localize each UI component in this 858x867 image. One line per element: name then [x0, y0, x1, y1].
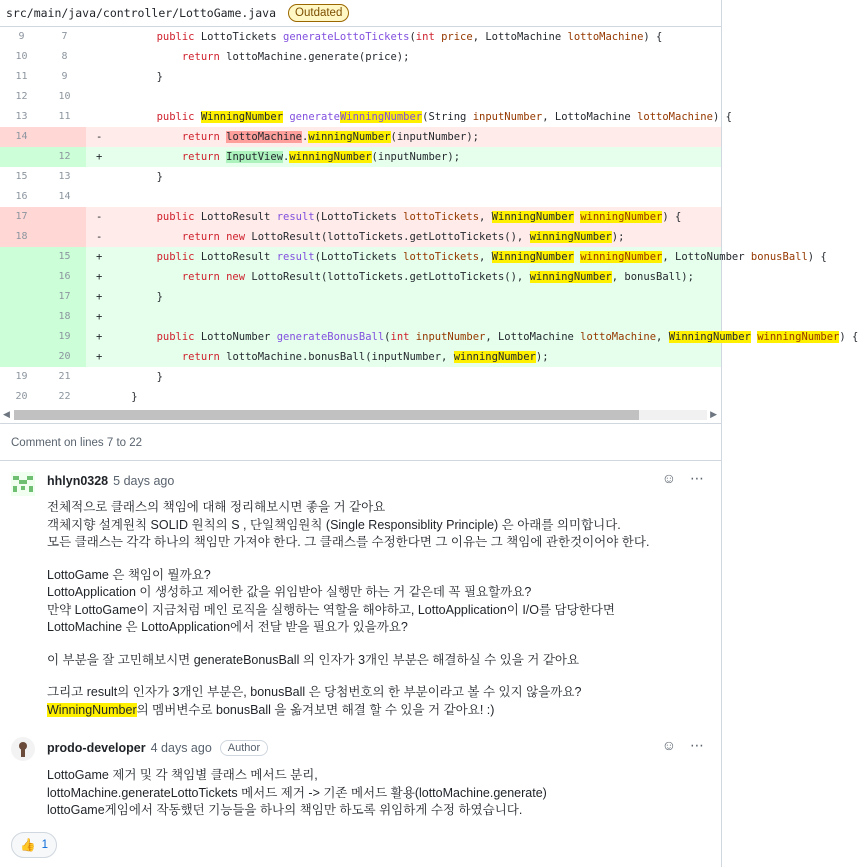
comment-line: LottoMachine 은 LottoApplication에서 전달 받을 필요가 있을까요?	[47, 620, 408, 634]
code-line: }	[106, 171, 163, 183]
code-line: }	[106, 391, 138, 403]
comment-line: 이 부분을 잘 고민해보시면 generateBonusBall 의 인자가 3개인 부분은 해결하실 수 있을 거 같아요	[47, 652, 580, 667]
diff-row	[0, 47, 721, 67]
new-line-number[interactable]: 15	[43, 247, 86, 267]
old-line-number[interactable]	[0, 147, 43, 167]
code-line: }	[106, 71, 163, 83]
diff-marker: +	[96, 251, 103, 263]
new-line-number[interactable]: 21	[58, 371, 71, 382]
code-line: public LottoResult result(LottoTickets lottoTickets, WinningNumber winningNumber) {	[156, 211, 682, 223]
diff-marker: +	[96, 311, 103, 323]
diff-row-added	[0, 347, 721, 367]
kebab-horizontal-icon[interactable]: ⋯	[690, 470, 704, 486]
old-line-number[interactable]: 19	[15, 371, 28, 382]
avatar[interactable]	[11, 472, 35, 496]
comment-body	[47, 499, 722, 719]
comment-line: lottoGame게임에서 작동했던 기능들을 하나의 책임만 하도록 위임하게 수정 하였습니다.	[47, 803, 523, 817]
old-line-number[interactable]: 12	[15, 91, 28, 102]
code-line: public LottoNumber generateBonusBall(int inputNumber, LottoMachine lottoMachine, WinningNumber winningNumber) {	[156, 331, 858, 343]
comment-range-label: Comment on lines 7 to 22	[0, 423, 721, 461]
diff-row-added	[0, 307, 721, 327]
comment-2	[0, 737, 722, 820]
diff-row	[0, 67, 721, 87]
comment-line-rest: 의 멤버변수로 bonusBall 을 옮겨보면 해결 할 수 있을 거 같아요! :)	[136, 702, 495, 717]
code-line: }	[106, 291, 163, 303]
diff-marker: +	[96, 271, 103, 283]
comment-time[interactable]: 4 days ago	[150, 741, 212, 755]
diff-row	[0, 27, 721, 47]
comment-time[interactable]: 5 days ago	[113, 474, 175, 488]
comment-line: 전체적으로 클래스의 책임에 대해 정리해보시면 좋을 거 같아요	[47, 500, 386, 514]
diff-row	[0, 367, 721, 387]
comment-line: LottoApplication 이 생성하고 제어한 값을 위임받아 실행만 하는 거 같은데 꼭 필요할까요?	[47, 585, 532, 599]
comment-header	[47, 737, 722, 759]
code-line: return lottoMachine.winningNumber(inputNumber);	[181, 131, 480, 143]
diff-row	[0, 87, 721, 107]
diff-row	[0, 167, 721, 187]
code-line: public WinningNumber generateWinningNumber(String inputNumber, LottoMachine lottoMachine) {	[156, 111, 732, 123]
new-line-number[interactable]	[43, 227, 86, 247]
old-line-number[interactable]	[0, 287, 43, 307]
comment-line: LottoGame 은 책임이 뭘까요?	[47, 567, 211, 582]
old-line-number[interactable]: 10	[15, 51, 28, 62]
comment-author[interactable]: hhlyn0328	[47, 474, 109, 488]
code-line: public LottoResult result(LottoTickets lottoTickets, WinningNumber winningNumber, LottoNumber bonusBall) {	[156, 251, 827, 263]
new-line-number[interactable]: 17	[43, 287, 86, 307]
old-line-number[interactable]: 13	[15, 111, 28, 122]
old-line-number[interactable]: 11	[15, 71, 28, 82]
comment-line: 그리고 result의 인자가 3개인 부분은, bonusBall 은 당첨번호의 한 부분이라고 볼 수 있지 않을까요?	[47, 685, 582, 699]
new-line-number[interactable]: 18	[43, 307, 86, 327]
old-line-number[interactable]	[0, 247, 43, 267]
code-line: }	[106, 371, 163, 383]
new-line-number[interactable]: 10	[58, 91, 71, 102]
diff-row-added	[0, 287, 721, 307]
new-line-number[interactable]	[43, 127, 86, 147]
old-line-number[interactable]	[0, 307, 43, 327]
reaction-thumbs-up[interactable]	[11, 832, 57, 858]
thumbs-up-icon: 👍	[20, 837, 36, 852]
new-line-number[interactable]: 12	[43, 147, 86, 167]
new-line-number[interactable]: 19	[43, 327, 86, 347]
comment-actions	[662, 470, 704, 487]
highlighted-term: WinningNumber	[47, 702, 137, 717]
old-line-number[interactable]: 17	[0, 207, 43, 227]
file-path[interactable]: src/main/java/controller/LottoGame.java	[6, 6, 277, 20]
old-line-number[interactable]: 9	[18, 31, 25, 42]
new-line-number[interactable]: 16	[43, 267, 86, 287]
reaction-count: 1	[41, 839, 48, 851]
new-line-number[interactable]: 22	[58, 391, 71, 402]
comment-line: lottoMachine.generateLottoTickets 메서드 제거 -> 기존 메서드 활용(lottoMachine.generate)	[47, 785, 547, 800]
old-line-number[interactable]: 18	[0, 227, 43, 247]
comment-1	[0, 470, 722, 719]
code-line: return new LottoResult(lottoTickets.getLottoTickets(), winningNumber, bonusBall);	[181, 271, 694, 283]
avatar[interactable]	[11, 737, 35, 761]
diff-row-deleted	[0, 207, 721, 227]
code-line: return new LottoResult(lottoTickets.getLottoTickets(), winningNumber);	[181, 231, 625, 243]
diff-row-added	[0, 247, 827, 267]
new-line-number[interactable]: 8	[61, 51, 68, 62]
diff-row-added	[0, 147, 721, 167]
file-header	[0, 0, 721, 27]
comment-line: LottoGame 제거 및 각 책임별 클래스 메서드 분리,	[47, 768, 318, 782]
new-line-number[interactable]: 9	[61, 71, 68, 82]
diff-row-added	[0, 267, 721, 287]
scrollbar-thumb[interactable]	[14, 410, 639, 420]
old-line-number[interactable]: 16	[15, 191, 28, 202]
old-line-number[interactable]	[0, 267, 43, 287]
old-line-number[interactable]	[0, 347, 43, 367]
diff-row-deleted	[0, 127, 721, 147]
horizontal-scrollbar[interactable]	[0, 407, 721, 423]
old-line-number[interactable]: 20	[15, 391, 28, 402]
diff-marker: -	[96, 211, 103, 223]
new-line-number[interactable]	[43, 207, 86, 227]
comment-line: 객체지향 설계원칙 SOLID 원칙의 S , 단일책임원칙 (Single Responsiblity Principle) 은 아래를 의미합니다.	[47, 517, 621, 532]
scroll-right-icon[interactable]: ▶	[710, 409, 717, 419]
comment-body	[47, 767, 722, 820]
comment-line: 만약 LottoGame이 지금처럼 메인 로직을 실행하는 역할을 해야하고, LottoApplication이 I/O를 담당한다면	[47, 602, 615, 617]
new-line-number[interactable]: 14	[58, 191, 71, 202]
old-line-number[interactable]: 14	[0, 127, 43, 147]
diff-marker: +	[96, 151, 103, 163]
diff-marker: -	[96, 131, 103, 143]
new-line-number[interactable]: 13	[58, 171, 71, 182]
old-line-number[interactable]: 15	[15, 171, 28, 182]
outdated-badge: Outdated	[288, 4, 349, 22]
diff-marker: +	[96, 331, 103, 343]
diff-row-deleted	[0, 227, 721, 247]
comment-line	[47, 702, 722, 720]
code-line: return lottoMachine.generate(price);	[181, 51, 410, 63]
comment-line: 모든 클래스는 각각 하나의 책임만 가져야 한다. 그 클래스를 수정한다면 그 이유는 그 책임에 관한것이어야 한다.	[47, 535, 650, 549]
comment-actions	[662, 737, 704, 754]
smiley-icon[interactable]: ☺	[661, 737, 676, 753]
diff-marker: +	[96, 351, 103, 363]
diff-row-added	[0, 327, 858, 347]
diff-marker: +	[96, 291, 103, 303]
comment-header	[47, 470, 722, 492]
new-line-number[interactable]: 20	[43, 347, 86, 367]
diff-row	[0, 187, 721, 207]
code-line: return lottoMachine.bonusBall(inputNumber, winningNumber);	[181, 351, 549, 363]
code-line: public LottoTickets generateLottoTickets(int price, LottoMachine lottoMachine) {	[156, 31, 663, 43]
old-line-number[interactable]	[0, 327, 43, 347]
comment-author[interactable]: prodo-developer	[47, 741, 146, 755]
author-badge: Author	[220, 740, 268, 756]
scroll-left-icon[interactable]: ◀	[3, 409, 10, 419]
diff-row	[0, 107, 732, 127]
kebab-horizontal-icon[interactable]: ⋯	[690, 737, 704, 753]
diff-marker: -	[96, 231, 103, 243]
smiley-icon[interactable]: ☺	[661, 470, 676, 486]
code-line: return InputView.winningNumber(inputNumber);	[181, 151, 461, 163]
new-line-number[interactable]: 11	[58, 111, 71, 122]
diff-row	[0, 387, 721, 407]
new-line-number[interactable]: 7	[61, 31, 68, 42]
diff-table	[0, 27, 858, 407]
